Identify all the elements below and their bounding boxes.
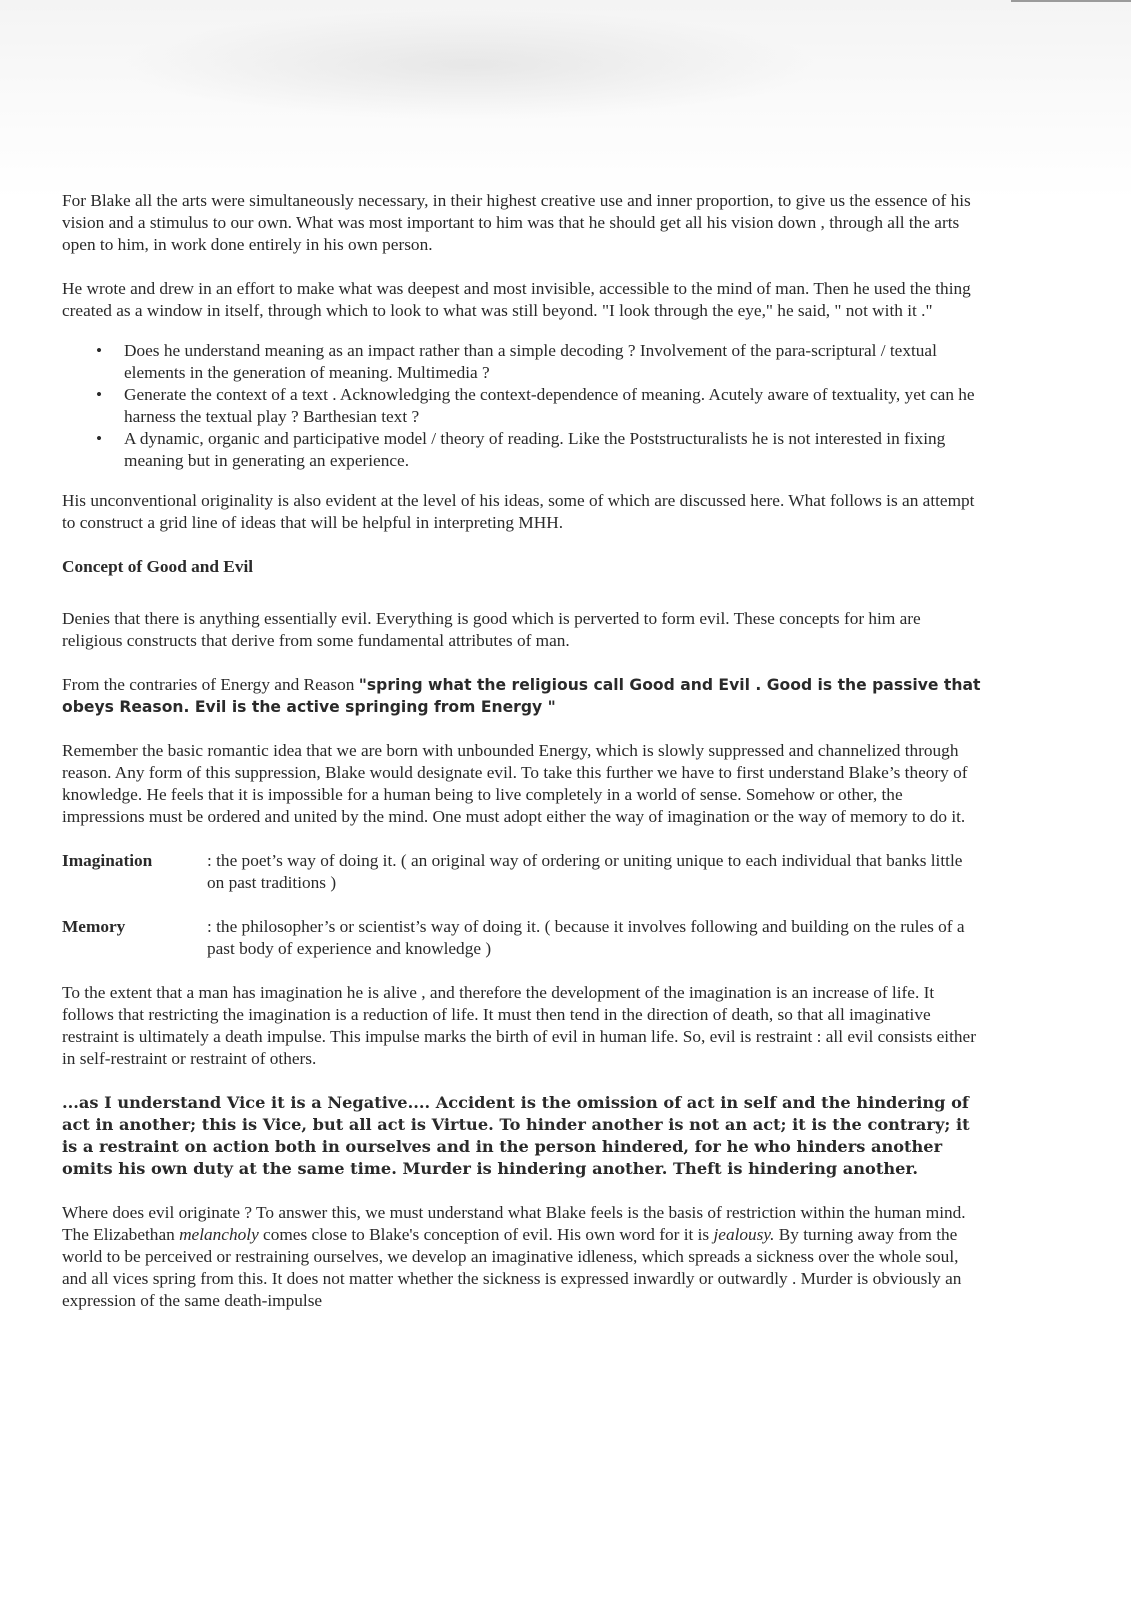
- bullet-icon: •: [96, 341, 103, 360]
- bullet-icon: •: [96, 429, 103, 448]
- definition-memory: [62, 916, 982, 960]
- paragraph-window: He wrote and drew in an effort to make what was deepest and most invisible, accessible to the mind of man. Then he used the thing created as a window in itself, through which to look to what was still beyond. "I look through the eye," he said, " not with it .": [62, 279, 971, 320]
- definition-text: : the poet’s way of doing it. ( an original way of ordering or uniting unique to each individual that banks little on past traditions ): [207, 851, 963, 892]
- origin-text-3: By turning away from the world to be perceived or restraining ourselves, we develop an imaginative idleness, which spreads a sickness over the whole soul, and all vices spring from this. It does not matter whether the sickness is expressed inwardly or outwardly . Murder is obviously an expression of the same death-impulse: [62, 1225, 962, 1310]
- paragraph-imagination-life: To the extent that a man has imagination he is alive , and therefore the development of the imagination is an increase of life. It follows that restricting the imagination is a reduction of life. It must then tend in the direction of death, so that all imaginative restraint is ultimately a death impulse. This impulse marks the birth of evil in human life. So, evil is restraint : all evil consists either in self-restraint or restraint of others.: [62, 983, 976, 1068]
- blake-quote: ...as I understand Vice it is a Negative.... Accident is the omission of act in self and the hindering of act in another; this is Vice, but all act is Virtue. To hinder another is not an act; it is the contrary; it is a restraint on action both in ourselves and in the person hindered, for he who hinders another omits his own duty at the same time. Murder is hindering another. Theft is hindering another.: [62, 1093, 970, 1178]
- paragraph-intro: For Blake all the arts were simultaneously necessary, in their highest creative use and inner proportion, to give us the essence of his vision and a stimulus to our own. What was most important to him was that he should get all his vision down , through all the arts open to him, in work done entirely in his own person.: [62, 191, 971, 254]
- bullet-text: A dynamic, organic and participative model / theory of reading. Like the Poststructuralists he is not interested in fixing meaning but in generating an experience.: [124, 429, 946, 470]
- definition-text: : the philosopher’s or scientist’s way of doing it. ( because it involves following and building on the rules of a past body of experience and knowledge ): [207, 917, 965, 958]
- bullet-text: Generate the context of a text . Acknowledging the context-dependence of meaning. Acutely aware of textuality, yet can he harness the textual play ? Barthesian text ?: [124, 385, 975, 426]
- origin-italic-melancholy: melancholy: [179, 1225, 259, 1244]
- paragraph-evil-origin: [62, 1202, 982, 1312]
- paragraph-romantic-energy: Remember the basic romantic idea that we are born with unbounded Energy, which is slowly suppressed and channelized through reason. Any form of this suppression, Blake would designate evil. To take this further we have to first understand Blake’s theory of knowledge. He feels that it is impossible for a human being to live completely in a world of sense. Somehow or other, the impressions must be ordered and united by the mind. One must adopt either the way of imagination or the way of memory to do it.: [62, 741, 968, 826]
- bullet-item: [96, 340, 982, 384]
- origin-text-1: Where does evil originate ? To answer this, we must understand what Blake feels is the basis of restriction within the human mind. The Elizabethan: [62, 1203, 966, 1244]
- paragraph-denies-evil: Denies that there is anything essentially evil. Everything is good which is perverted to form evil. These concepts for him are religious constructs that derive from some fundamental attributes of man.: [62, 609, 921, 650]
- origin-italic-jealousy: jealousy.: [713, 1225, 775, 1244]
- definition-imagination: [62, 850, 982, 894]
- bullet-text: Does he understand meaning as an impact rather than a simple decoding ? Involvement of the para-scriptural / textual elements in the generation of meaning. Multimedia ?: [124, 341, 937, 382]
- origin-text-2: comes close to Blake's conception of evil. His own word for it is: [258, 1225, 714, 1244]
- top-rule: [1011, 0, 1131, 2]
- paragraph-originality: His unconventional originality is also evident at the level of his ideas, some of which are discussed here. What follows is an attempt to construct a grid line of ideas that will be helpful in interpreting MHH.: [62, 491, 975, 532]
- document-body: [62, 190, 982, 1334]
- bullet-list: [62, 340, 982, 472]
- term-imagination: Imagination: [62, 851, 153, 870]
- section-heading: Concept of Good and Evil: [62, 557, 254, 576]
- bullet-item: [96, 384, 982, 428]
- contraries-lead: From the contraries of Energy and Reason: [62, 675, 359, 694]
- term-memory: Memory: [62, 917, 126, 936]
- scan-smudge: [120, 10, 820, 120]
- bullet-item: [96, 428, 982, 472]
- paragraph-contraries: [62, 674, 982, 718]
- bullet-icon: •: [96, 385, 103, 404]
- contraries-quote: "spring what the religious call Good and Evil . Good is the passive that obeys Reason. Evil is the active springing from Energy ": [62, 676, 981, 716]
